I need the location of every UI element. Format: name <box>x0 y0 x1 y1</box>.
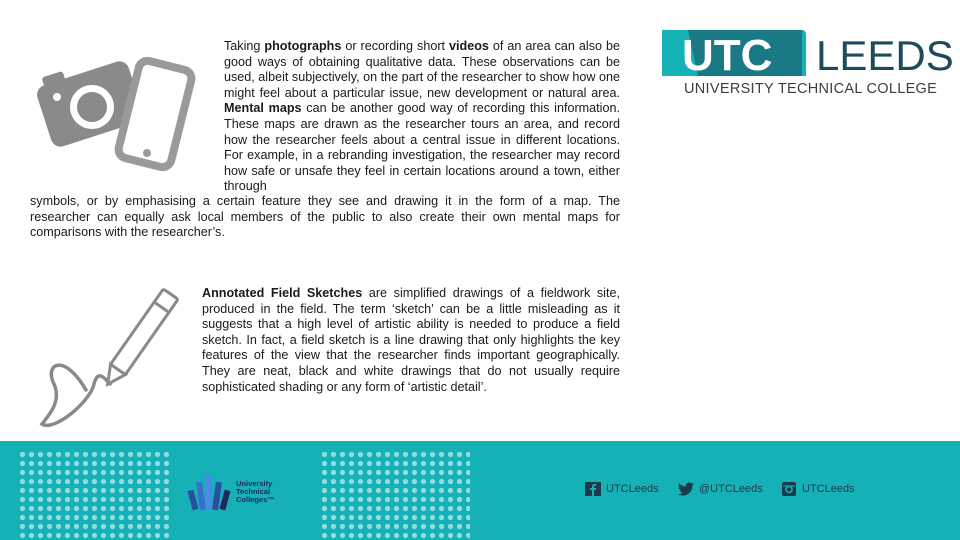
utc-colleges-badge <box>188 472 275 512</box>
instagram-icon <box>781 482 797 496</box>
twitter-link[interactable] <box>678 482 763 496</box>
instagram-label: UTCLeeds <box>802 483 855 495</box>
logo-subtitle: UNIVERSITY TECHNICAL COLLEGE <box>684 81 938 97</box>
paragraph-mental-maps-continued: symbols, or by emphasising a certain feature they see and drawing it in the form of a map. The researcher can equally ask local members of the public to also create their own mental maps for comparisons with the researcher’s. <box>30 194 620 240</box>
badge-line-2: Technical <box>236 487 271 496</box>
facebook-label: UTCLeeds <box>606 483 659 495</box>
badge-line-3: Colleges™ <box>236 495 275 504</box>
facebook-link[interactable] <box>585 482 659 496</box>
pencil-icon <box>34 284 184 434</box>
twitter-icon <box>678 482 694 496</box>
utc-colleges-logo-icon <box>188 472 232 512</box>
halftone-pattern-right <box>320 441 490 540</box>
camera-phone-illustration <box>30 40 215 180</box>
logo-leeds-text: LEEDS <box>816 32 954 79</box>
paragraph-field-sketches: Annotated Field Sketches are simplified drawings of a fieldwork site, produced in the field. The term ‘sketch’ can be a little misleading as it suggests that a high level of artistic ability is needed to produce a field sketch. In fact, a field sketch is a line drawing that only highlights the key features of the view that the researcher finds important geographically. They are neat, black and white drawings that do not usually require sophisticated shading or any form of ‘artistic detail’. <box>202 286 620 394</box>
twitter-label: @UTCLeeds <box>699 483 763 495</box>
halftone-pattern-left <box>0 441 180 540</box>
badge-line-1: University <box>236 479 273 488</box>
instagram-link[interactable] <box>781 482 855 496</box>
paragraph-photographs: Taking photographs or recording short videos of an area can also be good ways of obtaining qualitative data. These observations can be used, albeit subjectively, on the part of the researcher to show how one might feel about a particular issue, new development or natural area. Mental maps can be another good way of recording this information. These maps are drawn as the researcher tours an area, and record how the researcher feels about a central issue in different locations. For example, in a rebranding investigation, the researcher may record how safe or unsafe they feel in certain locations around a town, either through <box>224 39 621 194</box>
facebook-icon <box>585 482 601 496</box>
logo-utc-text: UTC <box>682 31 773 80</box>
